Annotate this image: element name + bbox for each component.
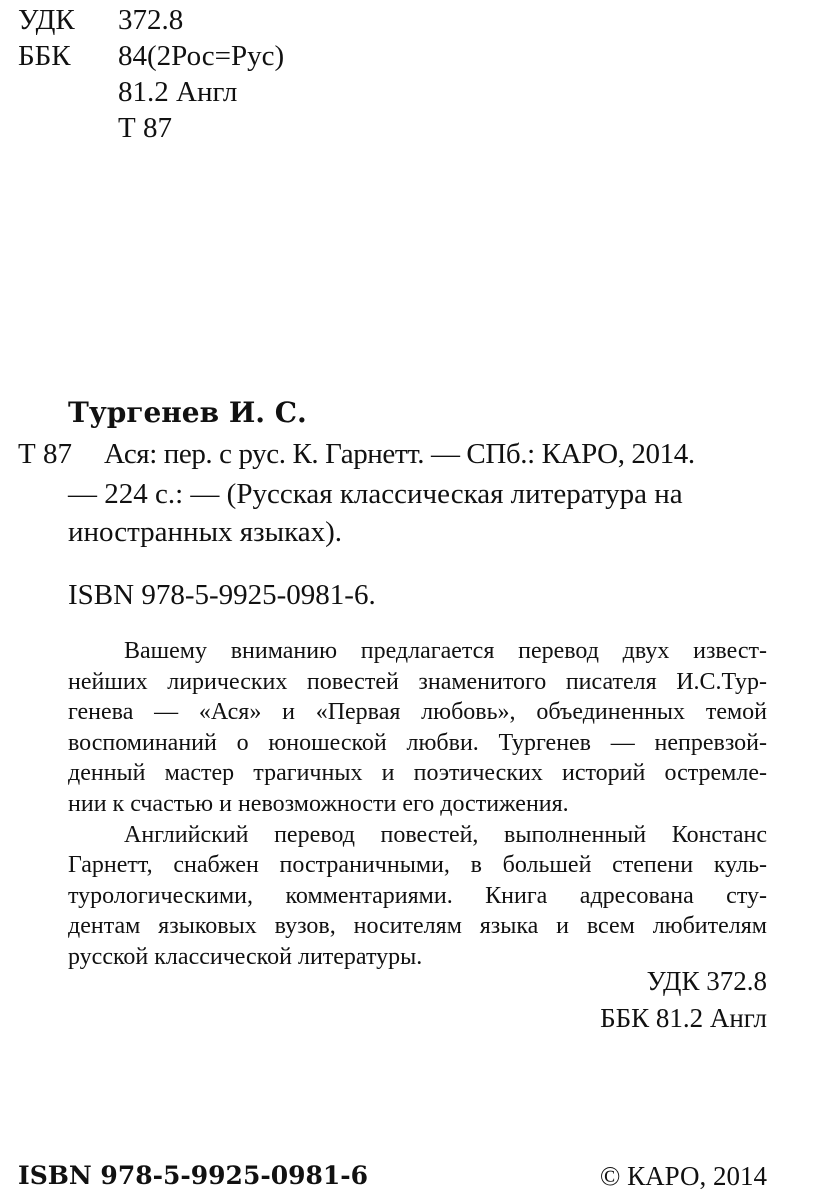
- bib-author-mark: Т 87: [18, 438, 72, 470]
- annotation-line: нии к счастью и невозможности его достижения.: [68, 790, 569, 817]
- annotation-line: Гарнетт, снабжен постраничными, в большей степени куль-: [68, 852, 767, 879]
- annotation-line: турологическими, комментариями. Книга адресована сту-: [68, 882, 767, 909]
- annotation-line: нейших лирических повестей знаменитого писателя И.С.Тур-: [68, 668, 767, 695]
- bib-line-1: Ася: пер. с рус. К. Гарнетт. — СПб.: КАРО, 2014.: [104, 438, 695, 470]
- footer-isbn: ISBN 978-5-9925-0981-6: [18, 1161, 369, 1190]
- index-bbk: ББК 81.2 Англ: [600, 1003, 767, 1033]
- annotation-line: русской классической литературы.: [68, 943, 423, 970]
- annotation-line: денный мастер трагичных и поэтических историй остремле-: [68, 760, 767, 787]
- author-mark: Т 87: [118, 112, 172, 144]
- index-udk: УДК 372.8: [646, 966, 767, 996]
- udk-label: УДК: [18, 4, 75, 36]
- bib-line-2: — 224 с.: — (Русская классическая литература на: [68, 478, 683, 510]
- bbk-label: ББК: [18, 40, 71, 72]
- annotation-line: Английский перевод повестей, выполненный Констанс: [124, 821, 767, 848]
- annotation-line: Вашему вниманию предлагается перевод двух извест-: [124, 638, 767, 664]
- bbk-value: 84(2Рос=Рус): [118, 40, 285, 72]
- bbk-value-secondary: 81.2 Англ: [118, 76, 238, 108]
- annotation-line: воспоминаний о юношеской любви. Тургенев — непревзой-: [68, 729, 767, 756]
- annotation: [68, 636, 767, 973]
- udk-value: 372.8: [118, 4, 184, 36]
- footer-copyright: © КАРО, 2014: [599, 1161, 767, 1191]
- isbn: ISBN 978-5-9925-0981-6.: [68, 579, 376, 611]
- author-name: Тургенев И. С.: [68, 396, 307, 429]
- annotation-line: генева — «Ася» и «Первая любовь», объединенных темой: [68, 699, 767, 726]
- bib-line-3: иностранных языках).: [68, 516, 343, 548]
- annotation-line: дентам языковых вузов, носителям языка и всем любителям: [68, 913, 767, 940]
